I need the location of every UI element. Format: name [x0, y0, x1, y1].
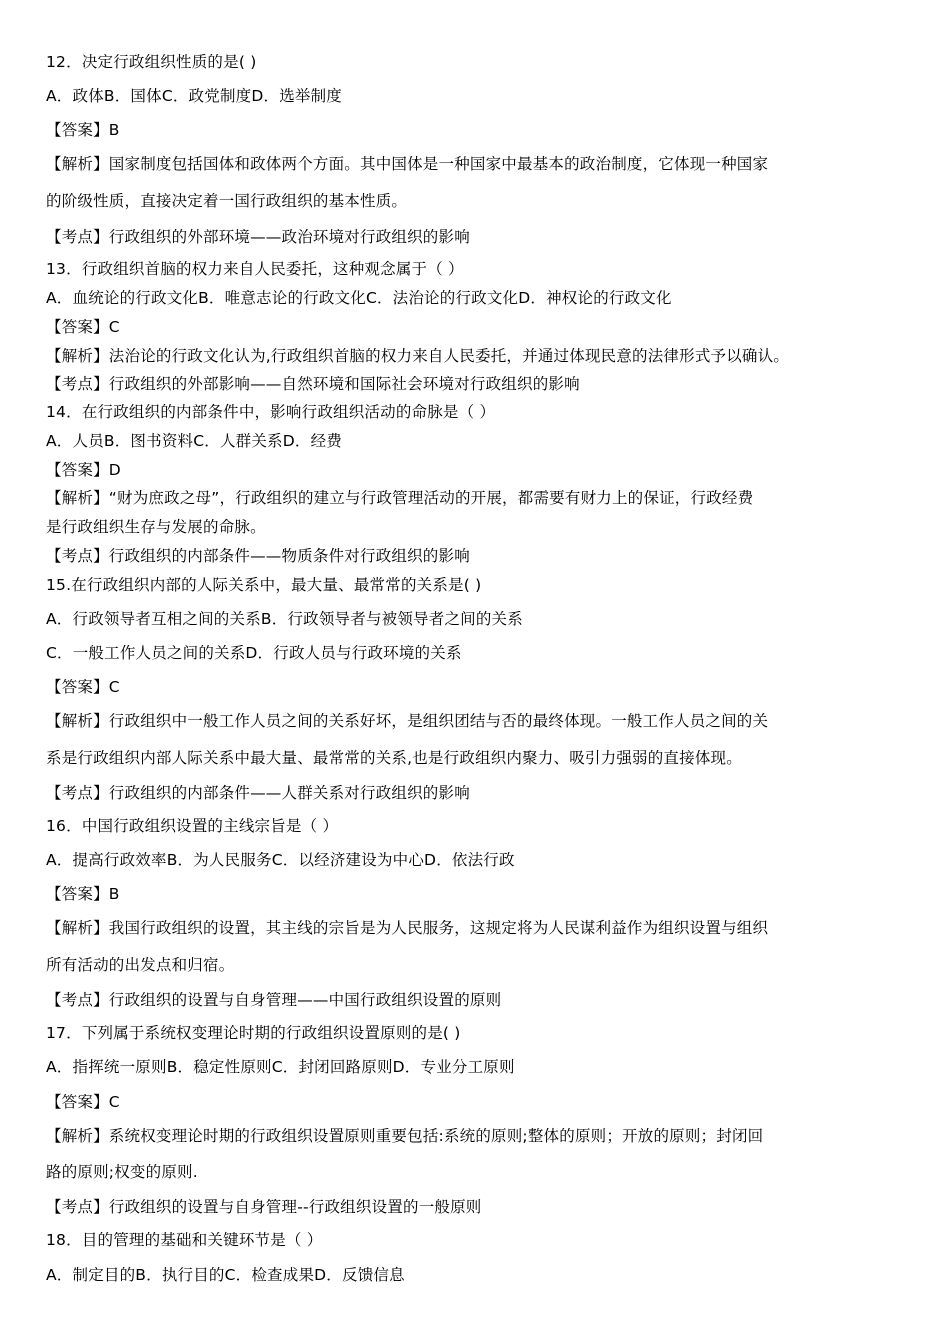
question-12-answer: 【答案】B: [46, 121, 120, 139]
question-13-options: A．血统论的行政文化B．唯意志论的行政文化C．法治论的行政文化D．神权论的行政文化: [46, 289, 672, 307]
question-17-point: 【考点】行政组织的设置与自身管理--行政组织设置的一般原则: [46, 1198, 482, 1216]
question-18-options: A．制定目的B．执行目的C．检查成果D．反馈信息: [46, 1266, 405, 1284]
question-13-analysis: 【解析】法治论的行政文化认为,行政组织首脑的权力来自人民委托，并通过体现民意的法律形式予以确认。: [46, 347, 790, 365]
question-17-analysis-cont: 路的原则;权变的原则.: [46, 1163, 198, 1181]
question-14-analysis: 【解析】“财为庶政之母”，行政组织的建立与行政管理活动的开展，都需要有财力上的保证，行政经费: [46, 489, 754, 507]
question-16-answer: 【答案】B: [46, 885, 120, 903]
question-12-point: 【考点】行政组织的外部环境——政治环境对行政组织的影响: [46, 228, 470, 246]
question-12-analysis: 【解析】国家制度包括国体和政体两个方面。其中国体是一种国家中最基本的政治制度，它体现一种国家: [46, 155, 769, 173]
question-16-analysis-cont: 所有活动的出发点和归宿。: [46, 956, 235, 974]
question-17-title: 17．下列属于系统权变理论时期的行政组织设置原则的是( ): [46, 1024, 461, 1042]
question-16-analysis: 【解析】我国行政组织的设置，其主线的宗旨是为人民服务，这规定将为人民谋利益作为组织设置与组织: [46, 919, 769, 937]
question-14-options: A．人员B．图书资料C．人群关系D．经费: [46, 432, 342, 450]
question-16-options: A．提高行政效率B．为人民服务C．以经济建设为中心D．依法行政: [46, 851, 515, 869]
question-17-options: A．指挥统一原则B．稳定性原则C．封闭回路原则D．专业分工原则: [46, 1058, 515, 1076]
question-15-options-ab: A．行政领导者互相之间的关系B．行政领导者与被领导者之间的关系: [46, 610, 523, 628]
question-15-title: 15.在行政组织内部的人际关系中，最大量、最常常的关系是( ): [46, 576, 482, 594]
question-13-point: 【考点】行政组织的外部影响——自然环境和国际社会环境对行政组织的影响: [46, 375, 580, 393]
question-15-analysis-cont: 系是行政组织内部人际关系中最大量、最常常的关系,也是行政组织内聚力、吸引力强弱的直接体现。: [46, 749, 742, 767]
question-13-answer: 【答案】C: [46, 318, 120, 336]
question-14-analysis-cont: 是行政组织生存与发展的命脉。: [46, 518, 266, 536]
question-13-title: 13．行政组织首脑的权力来自人民委托，这种观念属于（ ）: [46, 260, 464, 278]
question-12-analysis-cont: 的阶级性质，直接决定着一国行政组织的基本性质。: [46, 192, 408, 210]
question-16-title: 16．中国行政组织设置的主线宗旨是（ ）: [46, 817, 339, 835]
question-16-point: 【考点】行政组织的设置与自身管理——中国行政组织设置的原则: [46, 991, 502, 1009]
question-12-title: 12．决定行政组织性质的是( ): [46, 53, 257, 71]
question-17-analysis: 【解析】系统权变理论时期的行政组织设置原则重要包括:系统的原则;整体的原则；开放的原则；封闭回: [46, 1127, 764, 1145]
question-18-title: 18．目的管理的基础和关键环节是（ ）: [46, 1231, 323, 1249]
question-17-answer: 【答案】C: [46, 1093, 120, 1111]
question-15-analysis: 【解析】行政组织中一般工作人员之间的关系好坏，是组织团结与否的最终体现。一般工作人员之间的关: [46, 712, 769, 730]
question-15-answer: 【答案】C: [46, 678, 120, 696]
question-12-options: A．政体B．国体C．政党制度D．选举制度: [46, 87, 342, 105]
question-14-title: 14．在行政组织的内部条件中，影响行政组织活动的命脉是（ ）: [46, 403, 496, 421]
question-14-answer: 【答案】D: [46, 461, 121, 479]
question-15-options-cd: C．一般工作人员之间的关系D．行政人员与行政环境的关系: [46, 644, 462, 662]
question-14-point: 【考点】行政组织的内部条件——物质条件对行政组织的影响: [46, 547, 470, 565]
question-15-point: 【考点】行政组织的内部条件——人群关系对行政组织的影响: [46, 784, 470, 802]
